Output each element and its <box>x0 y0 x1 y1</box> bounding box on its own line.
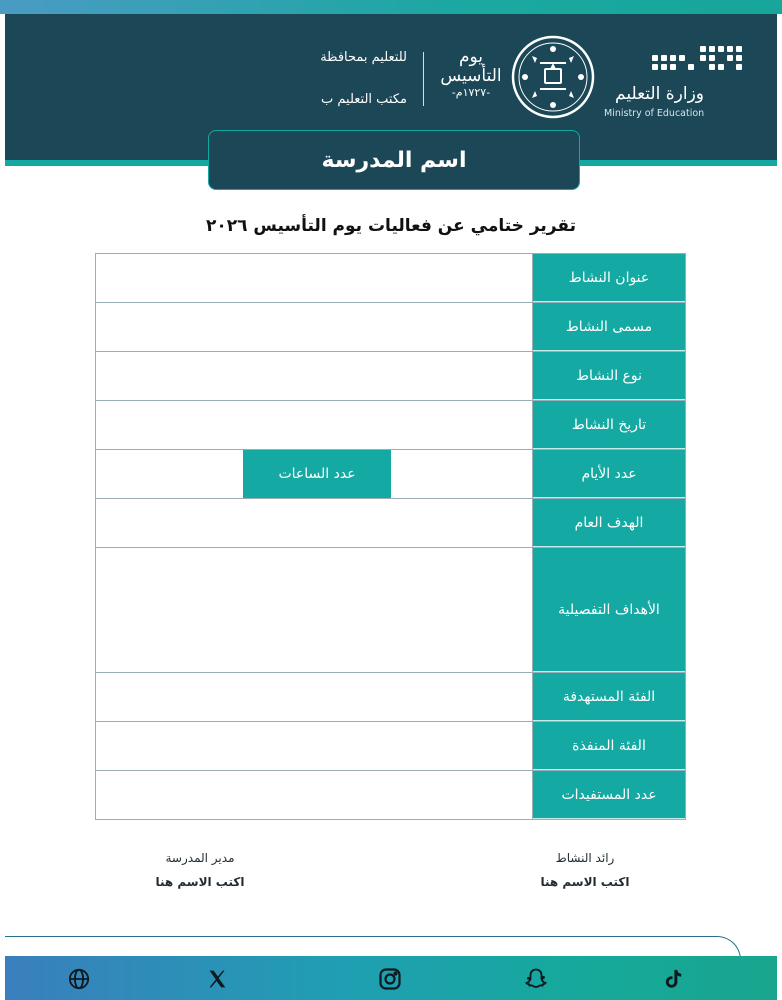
school-name-box[interactable]: اسم المدرسة <box>208 130 580 190</box>
activity-leader-title: رائد النشاط <box>555 851 615 865</box>
form-row-activity-title <box>96 254 685 303</box>
founding-year: -١٧٢٧م- <box>451 86 491 99</box>
form-row-executing-group <box>96 722 685 771</box>
activity-title-field[interactable] <box>96 254 533 302</box>
days-value[interactable] <box>392 450 532 498</box>
globe-icon[interactable] <box>67 967 91 991</box>
founding-day-wordmark <box>433 48 509 100</box>
tiktok-icon[interactable] <box>661 967 685 991</box>
ministry-name-english: Ministry of Education <box>604 108 705 119</box>
row-label: الفئة المنفذة <box>533 722 685 770</box>
row-label: عدد المستفيدات <box>533 771 685 819</box>
general-goal-field[interactable] <box>96 499 533 547</box>
ministry-name-arabic: وزارة التعليم <box>615 84 704 104</box>
education-office-line-1: للتعليم بمحافظة <box>320 50 407 65</box>
top-gradient-stripe <box>0 0 782 14</box>
activity-form-table <box>95 253 686 820</box>
report-title: تقرير ختامي عن فعاليات يوم التأسيس ٢٠٢٦ <box>205 216 576 236</box>
form-row-days-hours <box>96 450 685 499</box>
form-row-beneficiaries <box>96 771 685 819</box>
hours-value-field[interactable] <box>96 450 243 498</box>
page-footer <box>5 956 777 1000</box>
activity-leader-signature <box>530 846 640 894</box>
ministry-logo-dots-icon <box>650 44 746 76</box>
instagram-icon[interactable] <box>378 967 402 991</box>
row-label: نوع النشاط <box>533 352 685 400</box>
form-row-target-group <box>96 673 685 722</box>
form-row-activity-name <box>96 303 685 352</box>
hours-label: عدد الساعات <box>243 450 391 498</box>
form-row-detailed-goals <box>96 548 685 673</box>
row-label: الفئة المستهدفة <box>533 673 685 721</box>
activity-type-field[interactable] <box>96 352 533 400</box>
education-office-line-2: مكتب التعليم ب <box>321 92 407 107</box>
founding-day-emblem-icon <box>510 34 596 120</box>
activity-date-field[interactable] <box>96 401 533 449</box>
snapchat-icon[interactable] <box>524 967 548 991</box>
principal-title: مدير المدرسة <box>165 851 235 865</box>
ministry-logo <box>600 40 750 120</box>
activity-leader-name-field[interactable]: اكتب الاسم هنا <box>540 875 630 889</box>
founding-word-2: التأسيس <box>440 66 502 86</box>
row-label: تاريخ النشاط <box>533 401 685 449</box>
row-label: مسمى النشاط <box>533 303 685 351</box>
detailed-goals-field[interactable] <box>96 548 533 672</box>
form-row-activity-type <box>96 352 685 401</box>
principal-signature <box>140 846 260 894</box>
row-label: عدد الأيام <box>533 450 685 498</box>
form-row-activity-date <box>96 401 685 450</box>
principal-name-field[interactable]: اكتب الاسم هنا <box>155 875 245 889</box>
row-label: الهدف العام <box>533 499 685 547</box>
form-row-general-goal <box>96 499 685 548</box>
row-label: الأهداف التفصيلية <box>533 548 685 672</box>
header-divider <box>423 52 424 106</box>
executing-group-field[interactable] <box>96 722 533 770</box>
activity-name-field[interactable] <box>96 303 533 351</box>
beneficiaries-count-field[interactable] <box>96 771 533 819</box>
x-icon[interactable] <box>205 967 229 991</box>
target-group-field[interactable] <box>96 673 533 721</box>
founding-word-1: يوم <box>458 47 484 67</box>
days-count-field[interactable] <box>96 450 533 498</box>
row-label: عنوان النشاط <box>533 254 685 302</box>
